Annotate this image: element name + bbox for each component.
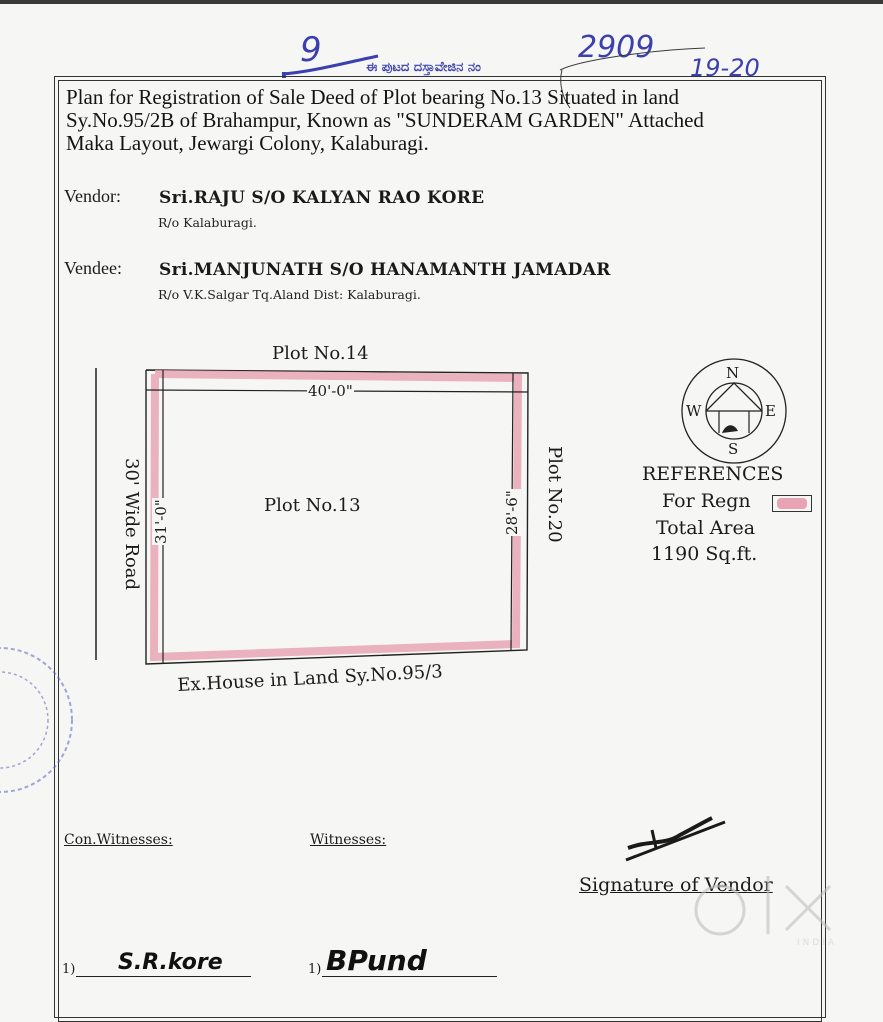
south-boundary-label: Ex.House in Land Sy.No.95/3 [176,661,444,696]
con-witness-1-line [76,976,251,977]
witnesses-label: Witnesses: [310,832,387,848]
total-area-value: 1190 Sq.ft. [651,543,758,565]
witness-1-signature: BPund [326,944,427,977]
north-boundary-label: Plot No.14 [272,343,369,364]
con-witness-1-signature: S.R.kore [118,950,223,975]
vendor-address: R/o Kalaburagi. [158,215,257,230]
vendor-label: Vendor: [64,186,121,206]
plot-number-label: Plot No.13 [264,495,361,516]
total-area-label: Total Area [656,517,756,539]
registration-stamp-kannada: ಈ ಪುಟದ ದಸ್ತಾವೇಜಿನ ನಂ [366,60,481,75]
vendee-label: Vendee: [64,258,122,278]
plot-outline [146,370,528,664]
west-boundary-label: 30' Wide Road [121,458,142,591]
compass-north: N [726,364,740,382]
compass-south: S [728,440,739,458]
references-heading: REFERENCES [642,463,784,485]
olx-watermark-region: INDIA [797,938,838,948]
official-seal-stamp [0,648,72,792]
for-regn-legend-swatch [772,495,812,512]
con-witnesses-label: Con.Witnesses: [64,832,173,848]
handwritten-document-number: 2909 [578,30,655,65]
east-dimension-label: 28'-6" [503,490,521,535]
witness-1-prefix: 1) [308,962,322,977]
vendee-name: Sri.MANJUNATH S/O HANAMANTH JAMADAR [159,260,611,280]
handwritten-page-number: 9 [300,30,322,70]
olx-watermark-logo [690,868,850,948]
vendee-address: R/o V.K.Salgar Tq.Aland Dist: Kalaburagi. [158,287,421,302]
vendor-signature-label: Signature of Vendor [579,874,773,896]
title-line: Maka Layout, Jewargi Colony, Kalaburagi. [66,131,429,155]
north-dimension-label: 40'-0" [308,382,353,400]
compass-west: W [686,402,702,420]
compass-east: E [765,402,776,420]
con-witness-1-prefix: 1) [62,962,76,977]
handwritten-year: 19-20 [690,54,760,82]
vendor-handwritten-signature [620,800,730,870]
title-line: Plan for Registration of Sale Deed of Plot bearing No.13 Situated in land [66,85,679,109]
east-boundary-label: Plot No.20 [544,446,565,543]
title-line: Sy.No.95/2B of Brahampur, Known as "SUNDERAM GARDEN" Attached [66,108,704,132]
vendor-name: Sri.RAJU S/O KALYAN RAO KORE [159,188,485,208]
west-dimension-label: 31'-0" [152,499,170,544]
for-regn-label: For Regn [662,490,751,512]
